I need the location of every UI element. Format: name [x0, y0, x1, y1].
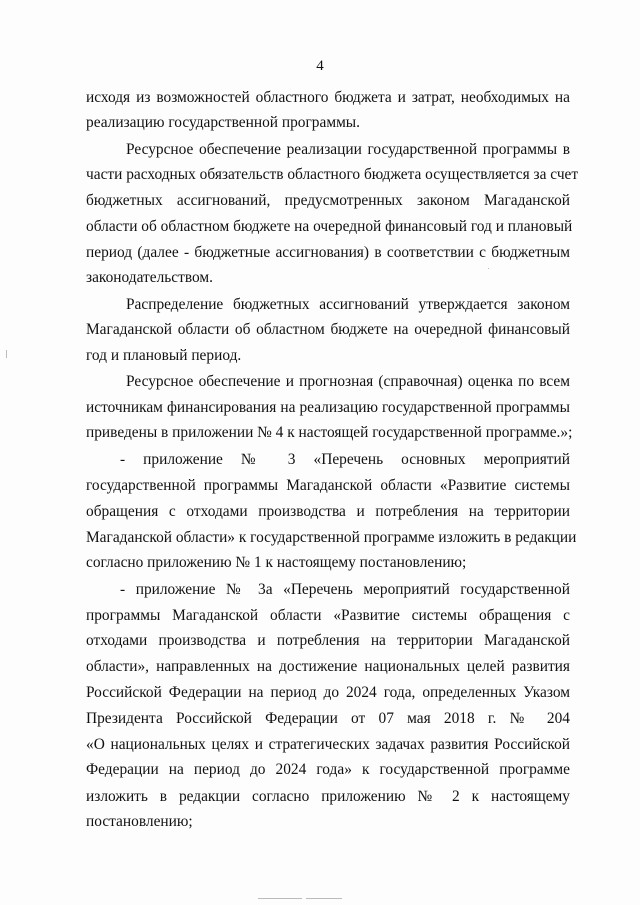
text-line: период (далее - бюджетные ассигнования) в соответствии с бюджетным	[86, 244, 570, 261]
text-line: части расходных обязательств областного бюджета осуществляется за счет	[86, 166, 579, 183]
text-line: Магаданской области» к государственной программе изложить в редакции	[86, 529, 577, 546]
paragraph-start-line: Распределение бюджетных ассигнований утверждается законом	[126, 296, 570, 313]
scan-artifact	[306, 898, 342, 899]
page-number: 4	[316, 58, 324, 74]
text-line: области», направленных на достижение национальных целей развития	[86, 658, 570, 675]
text-line: согласно приложению № 1 к настоящему постановлению;	[86, 554, 467, 571]
text-line: постановлению;	[86, 813, 193, 830]
text-line: приведены в приложении № 4 к настоящей государственной программе.»;	[86, 424, 573, 441]
paragraph-start-line: Ресурсное обеспечение реализации государственной программы в	[126, 141, 570, 158]
paragraph-start-line: Ресурсное обеспечение и прогнозная (справочная) оценка по всем	[126, 373, 570, 390]
text-line: отходами производства и потребления на территории Магаданской	[86, 632, 570, 649]
text-line: Федерации на период до 2024 года» к государственной программе	[86, 761, 570, 778]
list-item-start-line: - приложение № 3а «Перечень мероприятий государственной	[120, 581, 570, 598]
list-item-start-line: - приложение № 3 «Перечень основных мероприятий	[120, 451, 570, 468]
text-line: исходя из возможностей областного бюджета и затрат, необходимых на	[86, 89, 570, 106]
scan-artifact	[488, 268, 489, 269]
text-line: изложить в редакции согласно приложению № 2 к настоящему	[86, 788, 570, 805]
text-line: области об областном бюджете на очередной финансовый год и плановый	[86, 218, 573, 235]
text-line: год и плановый период.	[86, 347, 242, 364]
text-line: бюджетных ассигнований, предусмотренных законом Магаданской	[86, 192, 570, 209]
text-line: Магаданской области об областном бюджете на очередной финансовый	[86, 321, 570, 338]
text-line: источникам финансирования на реализацию государственной программы	[86, 399, 570, 416]
scan-artifact	[6, 350, 7, 358]
text-line: законодательством.	[86, 269, 214, 286]
text-line: Президента Российской Федерации от 07 мая 2018 г. № 204	[86, 710, 570, 727]
text-line: государственной программы Магаданской области «Развитие системы	[86, 477, 570, 494]
text-line: программы Магаданской области «Развитие системы обращения с	[86, 607, 570, 624]
scan-artifact	[258, 898, 302, 899]
text-line: обращения с отходами производства и потребления на территории	[86, 503, 570, 520]
text-line: Российской Федерации на период до 2024 года, определенных Указом	[86, 684, 570, 701]
text-line: реализацию государственной программы.	[86, 114, 360, 131]
text-line: «О национальных целях и стратегических задачах развития Российской	[86, 736, 570, 753]
